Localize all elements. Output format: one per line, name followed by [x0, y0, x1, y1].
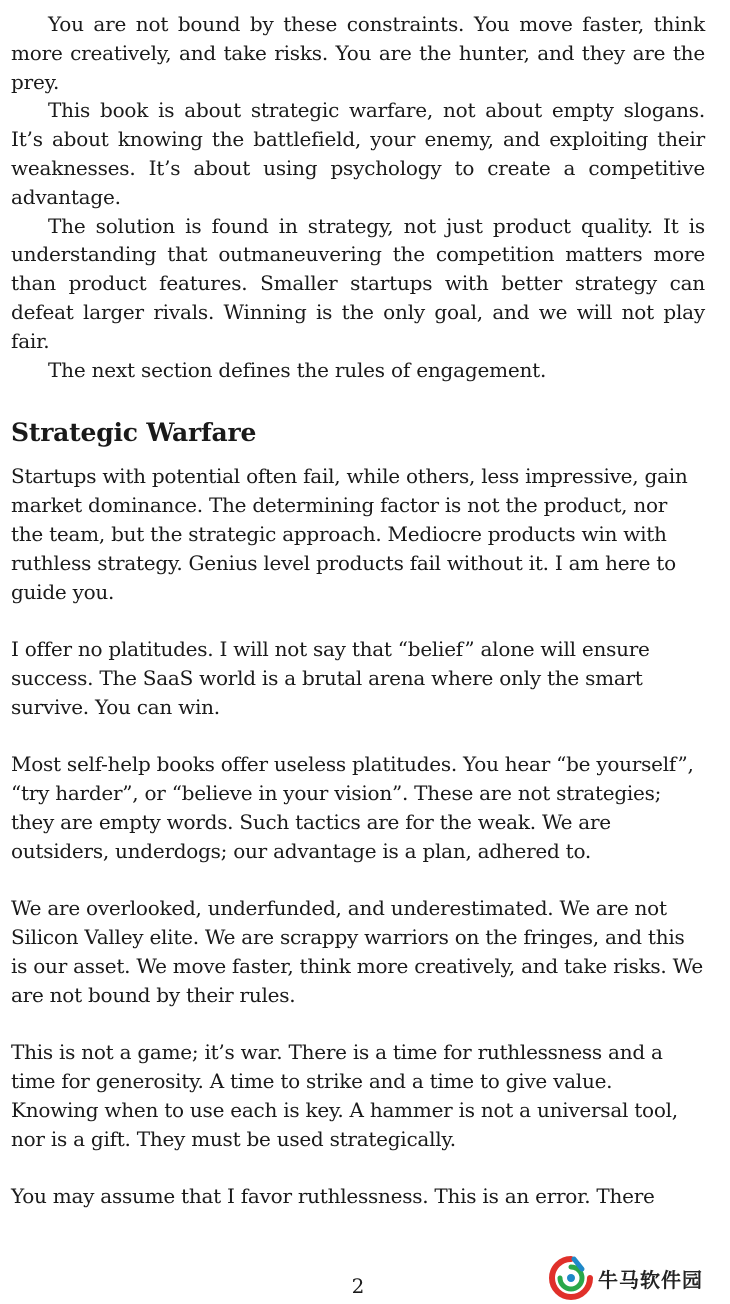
section-paragraph-5: This is not a game; it’s war. There is a time for ruthlessness and a time for generosity. A time to strike and a time to give value. Knowing when to use each is key. A hammer is not a universal tool, nor is a gift. They must be used strategically. [11, 1040, 678, 1151]
watermark-text: 牛马软件园 [598, 1267, 703, 1292]
section-paragraph-3: Most self-help books offer useless platitudes. You hear “be yourself”, “try harder”, or “believe in your vision”. These are not strategies; they are empty words. Such tactics are for the weak. We are outsiders, underdogs; our advantage is a plan, adhered to. [11, 752, 694, 863]
document-page [11, 10, 705, 1240]
intro-paragraph-4: The next section defines the rules of engagement. [48, 357, 547, 382]
section-paragraph-4: We are overlooked, underfunded, and underestimated. We are not Silicon Valley elite. We are scrappy warriors on the fringes, and this is our asset. We move faster, think more creatively, and take risks. We are not bound by their rules. [11, 896, 703, 1007]
section-paragraph-2: I offer no platitudes. I will not say that “belief” alone will ensure success. The SaaS world is a brutal arena where only the smart survive. You can win. [11, 637, 650, 719]
intro-paragraph-2: This book is about strategic warfare, not about empty slogans. It’s about knowing the battlefield, your enemy, and exploiting their weaknesses. It’s about using psychology to create a competitive advantage. [11, 98, 705, 209]
section-heading: Strategic Warfare [11, 418, 257, 448]
page-number: 2 [351, 1274, 365, 1298]
watermark [548, 1254, 703, 1302]
intro-paragraph-3: The solution is found in strategy, not just product quality. It is understanding that outmaneuvering the competition matters more than product features. Smaller startups with better strategy can defeat larger rivals. Winning is the only goal, and we will not play fair. [11, 213, 705, 353]
watermark-logo-icon [548, 1255, 594, 1301]
section-paragraph-6: You may assume that I favor ruthlessness. This is an error. There [11, 1184, 655, 1209]
intro-paragraph-1: You are not bound by these constraints. You move faster, think more creatively, and take risks. You are the hunter, and they are the prey. [11, 12, 705, 94]
section-paragraph-1: Startups with potential often fail, while others, less impressive, gain market dominance. The determining factor is not the product, nor the team, but the strategic approach. Mediocre products win with ruthless strategy. Genius level products fail without it. I am here to guide you. [11, 464, 688, 604]
